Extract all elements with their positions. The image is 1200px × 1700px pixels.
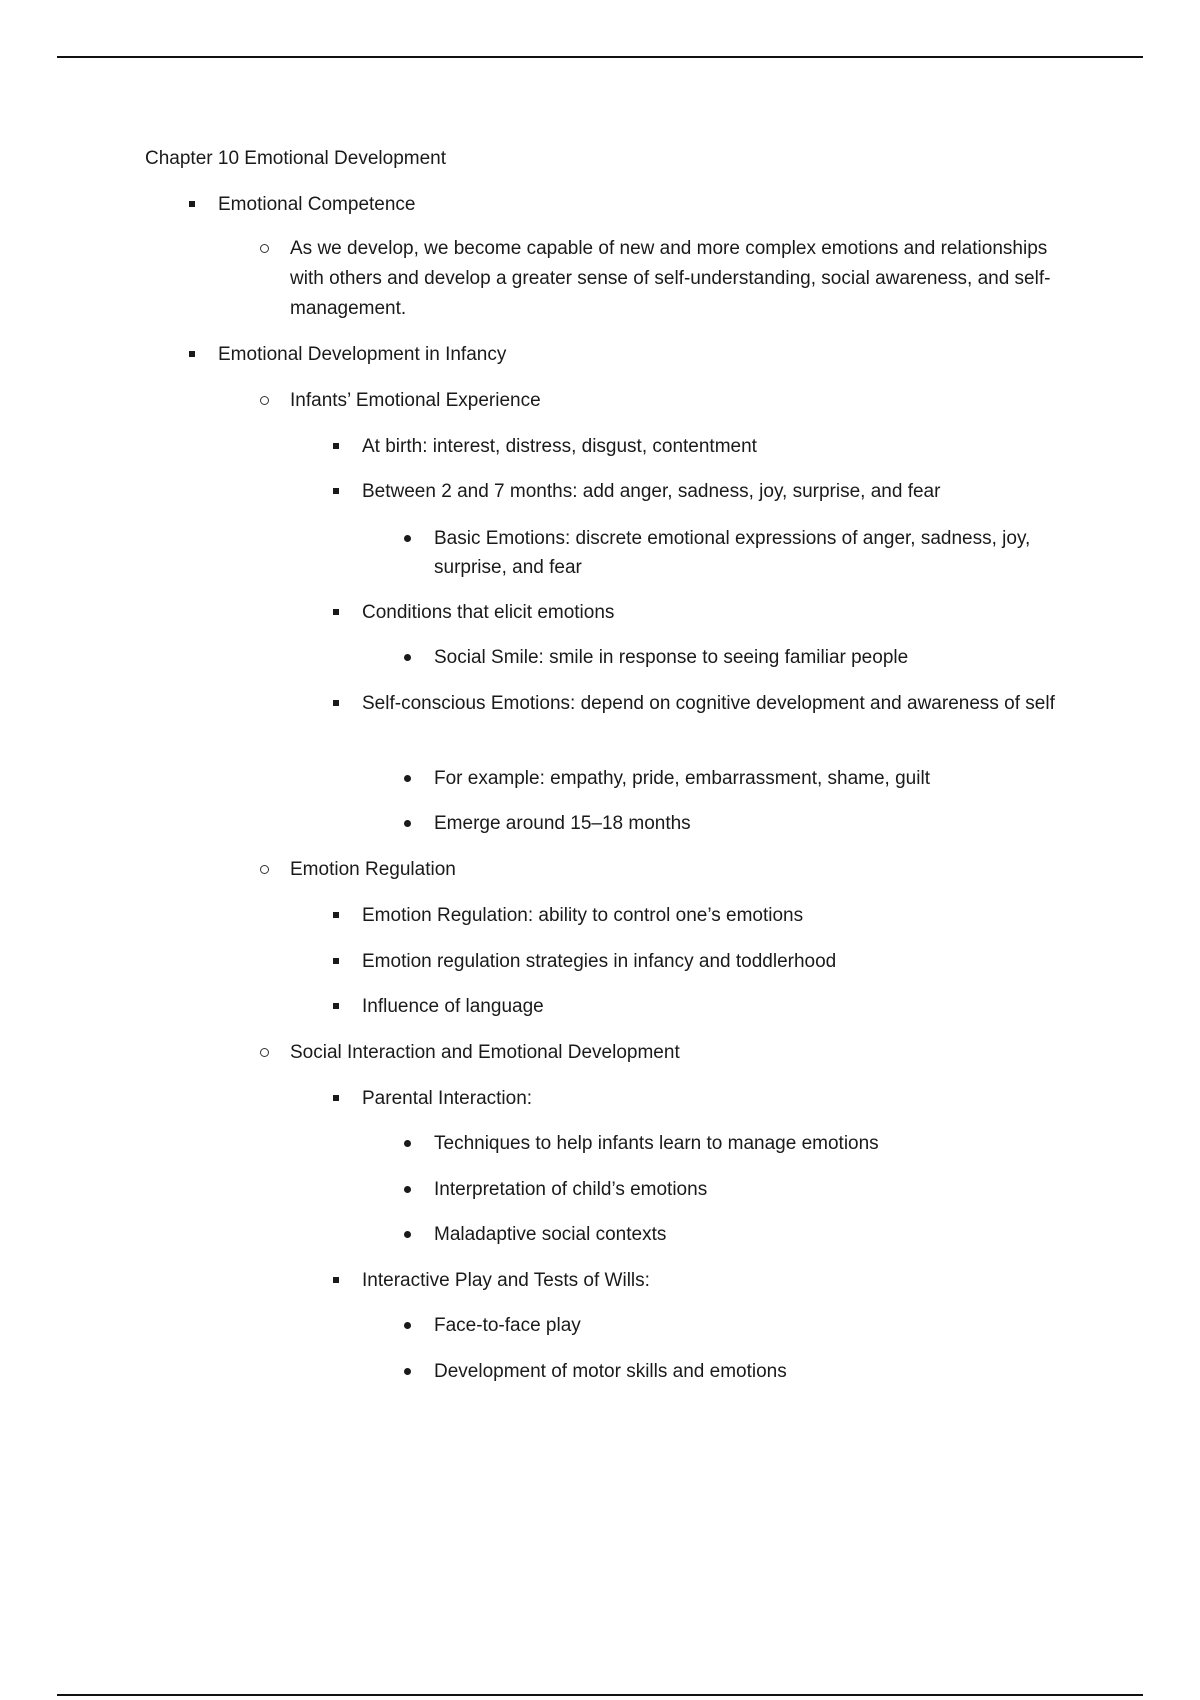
outline-item-text: Emotion Regulation (290, 859, 456, 880)
outline-item-text: Infants’ Emotional Experience (290, 390, 541, 411)
outline-item-text: Parental Interaction: (362, 1088, 533, 1109)
outline-item-text: Emotion regulation strategies in infancy and toddlerhood (362, 951, 837, 972)
outline-item-text: Self-conscious Emotions: depend on cognitive development and awareness of self (362, 693, 1055, 714)
outline-item-text: Emerge around 15–18 months (434, 813, 691, 834)
outline-item-text: At birth: interest, distress, disgust, contentment (362, 436, 757, 457)
outline-item-text: Techniques to help infants learn to manage emotions (434, 1133, 879, 1154)
outline-item-text: Social Interaction and Emotional Development (290, 1042, 680, 1063)
outline-item-text: Influence of language (362, 996, 544, 1017)
outline-item-text: Interpretation of child’s emotions (434, 1179, 708, 1200)
footer-rule (57, 1694, 1143, 1696)
outline-item-text: Emotional Development in Infancy (218, 344, 507, 365)
outline-item-text: Maladaptive social contexts (434, 1224, 667, 1245)
outline-item-text: As we develop, we become capable of new and more complex emotions and relationships with others and develop a greater sense of self-understanding, social awareness, and self-management. (290, 238, 1051, 319)
outline-item-text: For example: empathy, pride, embarrassment, shame, guilt (434, 768, 930, 789)
outline-item-text: Basic Emotions: discrete emotional expressions of anger, sadness, joy, surprise, and fear (434, 528, 1031, 578)
outline-item-text: Social Smile: smile in response to seeing familiar people (434, 647, 909, 668)
document-title: Chapter 10 Emotional Development (145, 148, 447, 169)
outline-item-text: Emotional Competence (218, 194, 416, 215)
outline-item-text: Interactive Play and Tests of Wills: (362, 1270, 650, 1291)
outline-item-text: Conditions that elicit emotions (362, 602, 615, 623)
outline-item-text: Face-to-face play (434, 1315, 581, 1336)
outline-item-text: Emotion Regulation: ability to control one’s emotions (362, 905, 804, 926)
outline-item-text: Between 2 and 7 months: add anger, sadness, joy, surprise, and fear (362, 481, 941, 502)
outline-item-text: Development of motor skills and emotions (434, 1361, 787, 1382)
